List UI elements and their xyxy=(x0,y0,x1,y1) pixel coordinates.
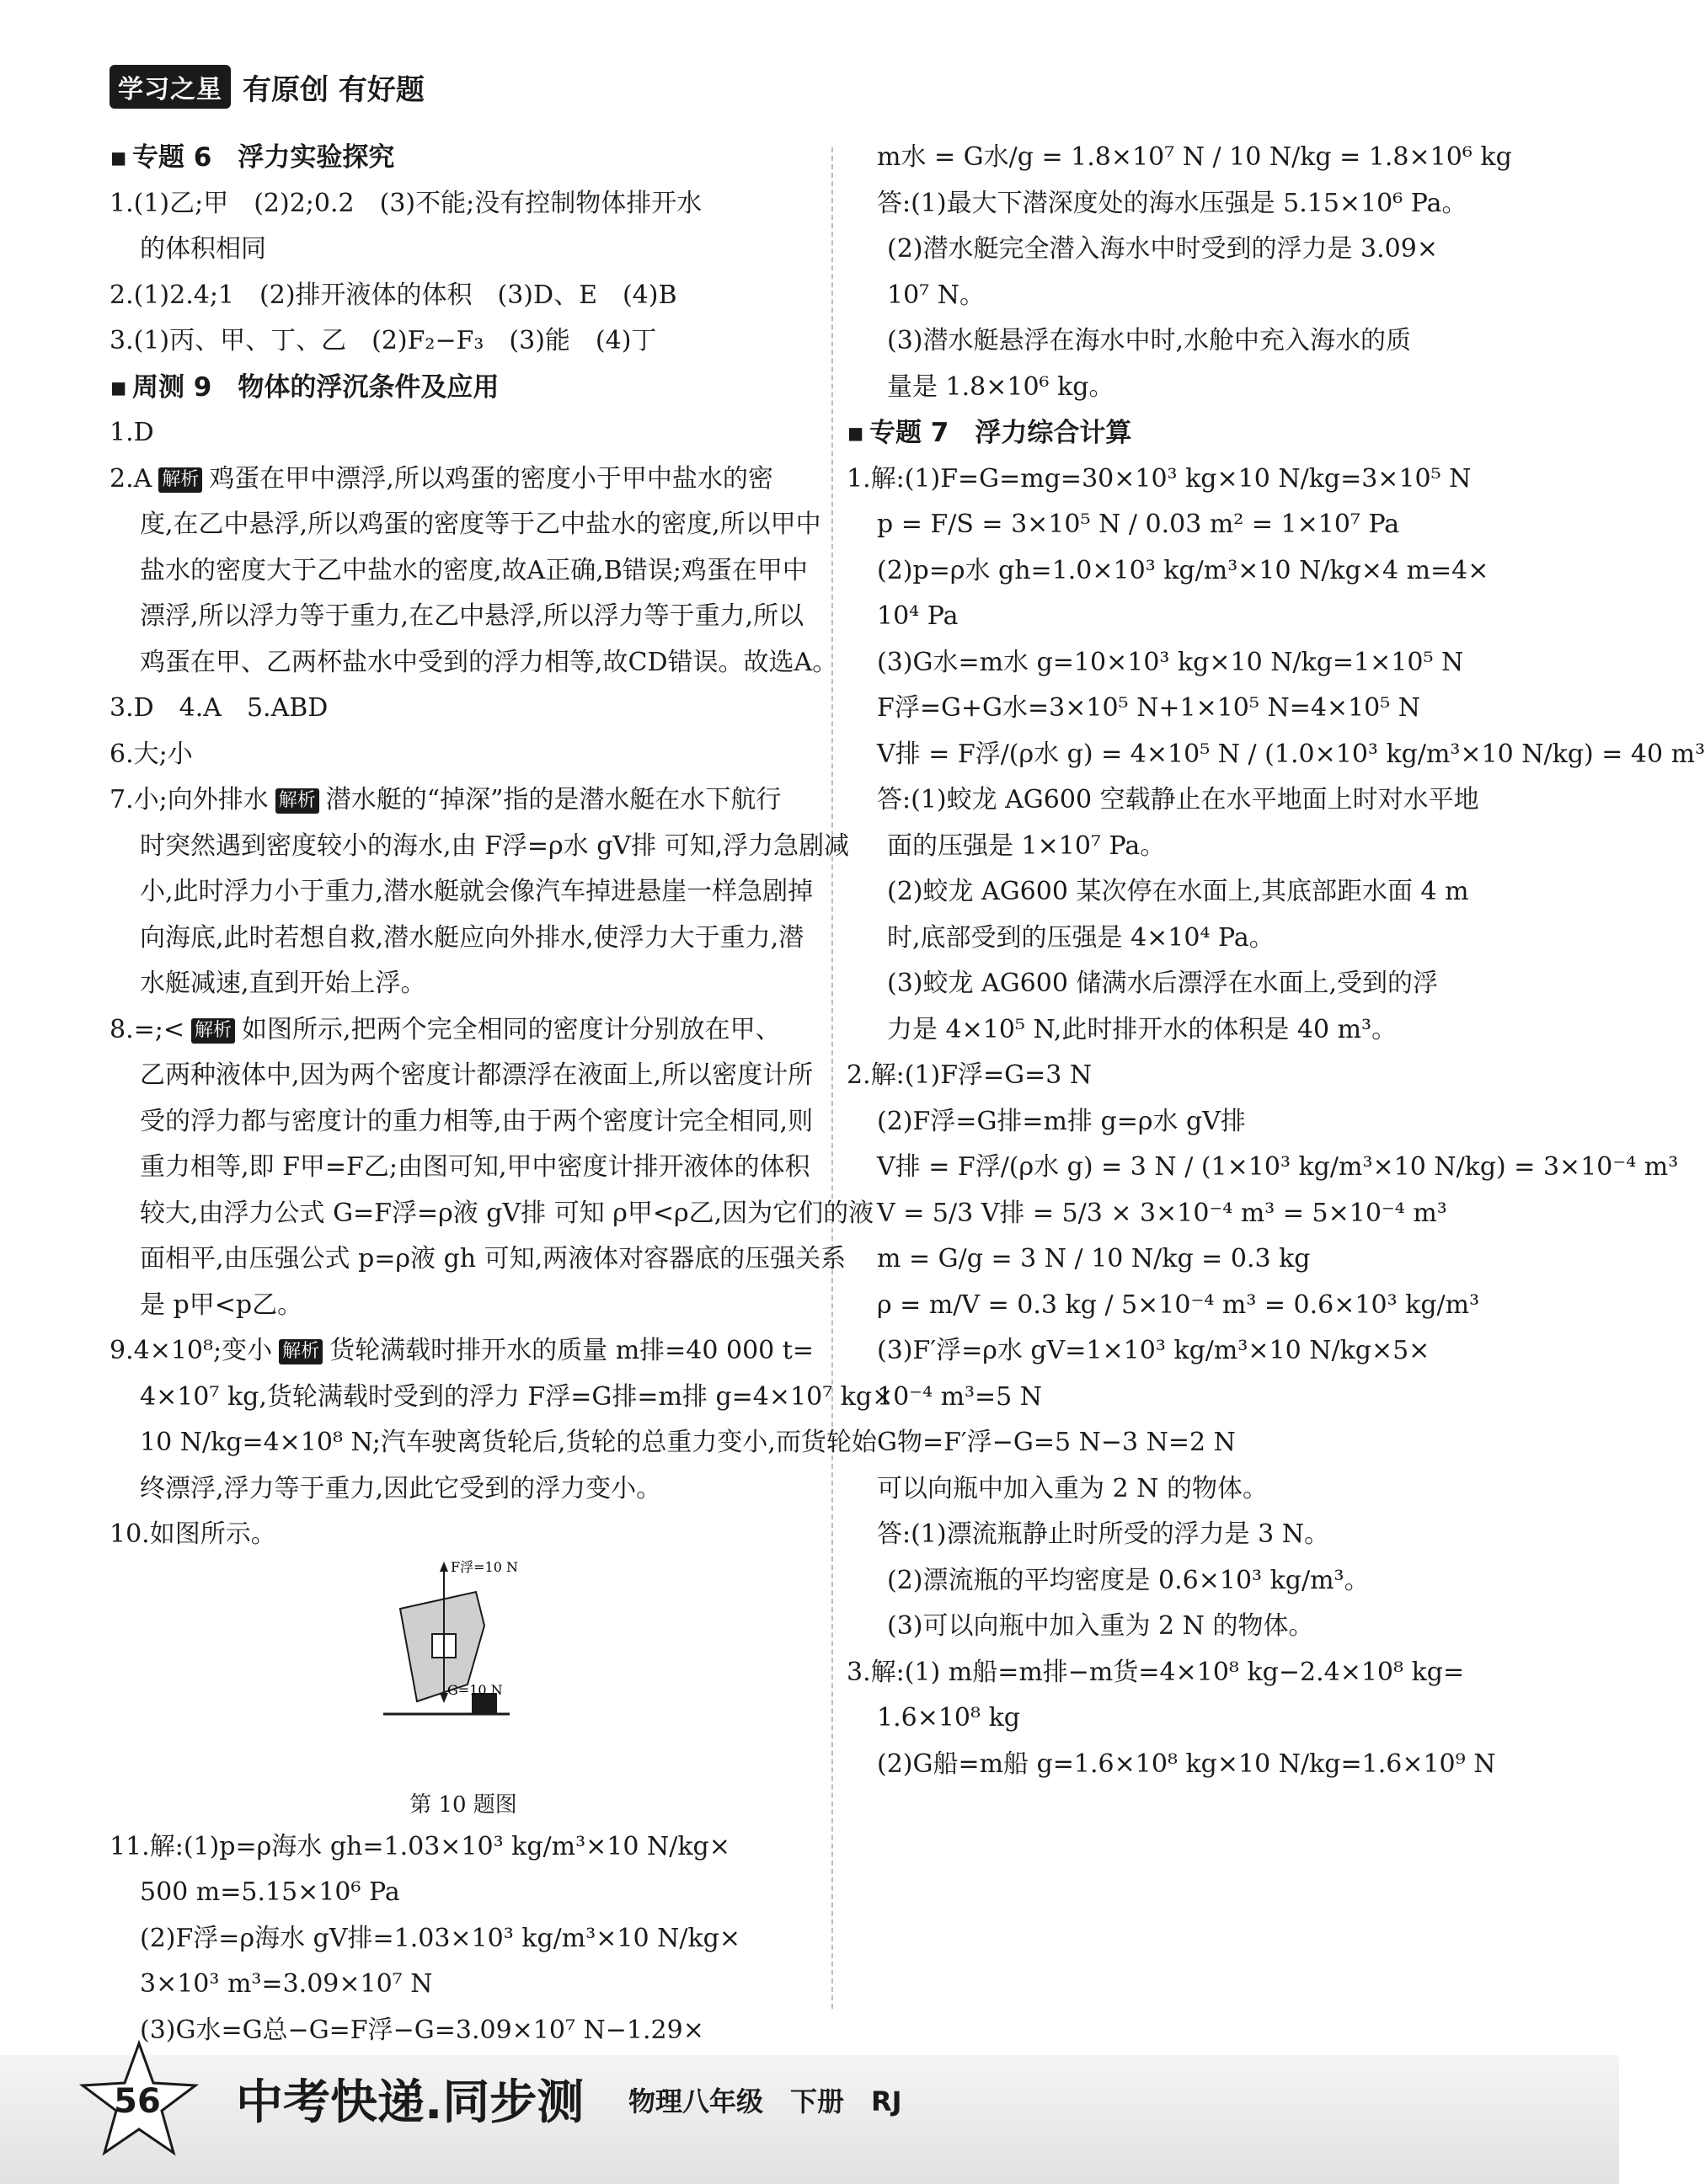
text-line: 8.=;< 解析 如图所示,把两个完全相同的密度计分别放在甲、 xyxy=(110,1014,781,1044)
text-line: 500 m=5.15×10⁶ Pa xyxy=(140,1877,400,1907)
footer-brand: 中考快递.同步测 xyxy=(236,2075,585,2130)
text-line: (3)可以向瓶中加入重为 2 N 的物体。 xyxy=(887,1611,1314,1641)
text-line: V排 = F浮/(ρ水 g) = 3 N / (1×10³ kg/m³×10 N/kg) = 3×10⁻⁴ m³ xyxy=(877,1152,1679,1182)
text-line: 力是 4×10⁵ N,此时排开水的体积是 40 m³。 xyxy=(887,1014,1398,1044)
text-line: 4×10⁷ kg,货轮满载时受到的浮力 F浮=G排=m排 g=4×10⁷ kg× xyxy=(140,1381,894,1412)
text-line: 2.解:(1)F浮=G=3 N xyxy=(847,1060,1093,1090)
page-number: 56 xyxy=(114,2082,161,2121)
footer-subject: 物理八年级 下册 RJ xyxy=(628,2085,902,2117)
text-line: (3)蛟龙 AG600 储满水后漂浮在水面上,受到的浮 xyxy=(887,969,1438,998)
text-line: 度,在乙中悬浮,所以鸡蛋的密度等于乙中盐水的密度,所以甲中 xyxy=(140,510,821,539)
text-line: 1.D xyxy=(110,418,154,447)
text-line: 9.4×10⁸;变小 解析 货轮满载时排开水的质量 m排=40 000 t= xyxy=(110,1336,814,1365)
text-line: 答:(1)漂流瓶静止时所受的浮力是 3 N。 xyxy=(877,1519,1330,1549)
text-line: 是 p甲<p乙。 xyxy=(140,1290,303,1320)
brand-logo: 学习之星 xyxy=(110,65,231,109)
text-line: (3)G水=G总−G=F浮−G=3.09×10⁷ N−1.29× xyxy=(140,2015,704,2045)
text-line: 10⁻⁴ m³=5 N xyxy=(877,1381,1043,1412)
text-line: (3)G水=m水 g=10×10³ kg×10 N/kg=1×10⁵ N xyxy=(877,647,1464,677)
text-line: 10.如图所示。 xyxy=(110,1519,276,1549)
header-slogan: 有原创 有好题 xyxy=(243,72,425,107)
text-line: 受的浮力都与密度计的重力相等,由于两个密度计完全相同,则 xyxy=(140,1106,814,1136)
figure-10 xyxy=(110,1558,817,1786)
text-line: 乙两种液体中,因为两个密度计都漂浮在液面上,所以密度计所 xyxy=(140,1060,814,1090)
text-line: (3)F′浮=ρ水 gV=1×10³ kg/m³×10 N/kg×5× xyxy=(877,1336,1430,1365)
text-line: m水 = G水/g = 1.8×10⁷ N / 10 N/kg = 1.8×10⁶ kg xyxy=(877,142,1512,172)
text-line: 1.6×10⁸ kg xyxy=(877,1703,1020,1733)
text-line: 重力相等,即 F甲=F乙;由图可知,甲中密度计排开液体的体积 xyxy=(140,1152,810,1182)
text-line: (2)漂流瓶的平均密度是 0.6×10³ kg/m³。 xyxy=(887,1565,1370,1595)
section-heading: ▪ 专题 7 浮力综合计算 xyxy=(847,410,1563,457)
text-line: 面的压强是 1×10⁷ Pa。 xyxy=(887,830,1166,861)
text-line: (3)潜水艇悬浮在海水中时,水舱中充入海水的质 xyxy=(887,326,1412,355)
text-line: 2.(1)2.4;1 (2)排开液体的体积 (3)D、E (4)B xyxy=(110,280,677,310)
text-line: 答:(1)最大下潜深度处的海水压强是 5.15×10⁶ Pa。 xyxy=(877,188,1467,218)
text-line: F浮=G+G水=3×10⁵ N+1×10⁵ N=4×10⁵ N xyxy=(877,693,1421,723)
text-line: 较大,由浮力公式 G=F浮=ρ液 gV排 可知 ρ甲<ρ乙,因为它们的液 xyxy=(140,1198,874,1228)
text-line: 3.D 4.A 5.ABD xyxy=(110,693,329,723)
text-line: 7.小;向外排水 解析 潜水艇的“掉深”指的是潜水艇在水下航行 xyxy=(110,785,782,814)
column-divider xyxy=(831,147,833,2009)
text-line: (2)G船=m船 g=1.6×10⁸ kg×10 N/kg=1.6×10⁹ N xyxy=(877,1749,1496,1779)
text-line: 量是 1.8×10⁶ kg。 xyxy=(887,371,1114,402)
text-line: 鸡蛋在甲、乙两杯盐水中受到的浮力相等,故CD错误。故选A。 xyxy=(140,647,838,677)
text-line: 3×10³ m³=3.09×10⁷ N xyxy=(140,1969,433,1999)
analysis-tag: 解析 xyxy=(275,788,319,814)
text-line: 的体积相同 xyxy=(140,234,266,264)
text-line: 3.解:(1) m船=m排−m货=4×10⁸ kg−2.4×10⁸ kg= xyxy=(847,1657,1465,1687)
text-line: m = G/g = 3 N / 10 N/kg = 0.3 kg xyxy=(877,1244,1311,1274)
buoyancy-diagram xyxy=(383,1558,569,1727)
text-line: (2)p=ρ水 gh=1.0×10³ kg/m³×10 N/kg×4 m=4× xyxy=(877,555,1489,585)
text-line: 漂浮,所以浮力等于重力,在乙中悬浮,所以浮力等于重力,所以 xyxy=(140,601,804,631)
analysis-tag: 解析 xyxy=(279,1339,323,1364)
text-line: 10⁴ Pa xyxy=(877,601,959,631)
text-line: 终漂浮,浮力等于重力,因此它受到的浮力变小。 xyxy=(140,1473,662,1503)
text-line: 可以向瓶中加入重为 2 N 的物体。 xyxy=(877,1473,1268,1503)
text-line: 10⁷ N。 xyxy=(887,280,985,310)
text-line: 2.A 解析 鸡蛋在甲中漂浮,所以鸡蛋的密度小于甲中盐水的密 xyxy=(110,463,773,494)
text-line: 1.(1)乙;甲 (2)2;0.2 (3)不能;没有控制物体排开水 xyxy=(110,188,703,218)
text-line: V排 = F浮/(ρ水 g) = 4×10⁵ N / (1.0×10³ kg/m³×10 N/kg) = 40 m³ xyxy=(877,739,1705,769)
text-line: 答:(1)蛟龙 AG600 空载静止在水平地面上时对水平地 xyxy=(877,785,1479,814)
text-line: (2)F浮=ρ海水 gV排=1.03×10³ kg/m³×10 N/kg× xyxy=(140,1923,740,1953)
text-line: 10 N/kg=4×10⁸ N;汽车驶离货轮后,货轮的总重力变小,而货轮始 xyxy=(140,1428,877,1457)
text-line: 1.解:(1)F=G=mg=30×10³ kg×10 N/kg=3×10⁵ N xyxy=(847,463,1472,494)
text-line: ρ = m/V = 0.3 kg / 5×10⁻⁴ m³ = 0.6×10³ kg/m³ xyxy=(877,1290,1480,1320)
text-line: 面相平,由压强公式 p=ρ液 gh 可知,两液体对容器底的压强关系 xyxy=(140,1244,847,1274)
text-line: (2)潜水艇完全潜入海水中时受到的浮力是 3.09× xyxy=(887,234,1438,264)
text-line: G物=F′浮−G=5 N−3 N=2 N xyxy=(877,1428,1236,1457)
text-line: 向海底,此时若想自救,潜水艇应向外排水,使浮力大于重力,潜 xyxy=(140,922,804,953)
left-column xyxy=(110,135,894,2145)
text-line: 时突然遇到密度较小的海水,由 F浮=ρ水 gV排 可知,浮力急剧减 xyxy=(140,830,850,861)
section-heading: ▪ 周测 9 物体的浮沉条件及应用 xyxy=(110,365,817,411)
text-line: 11.解:(1)p=ρ海水 gh=1.03×10³ kg/m³×10 N/kg× xyxy=(110,1831,730,1861)
analysis-tag: 解析 xyxy=(158,467,202,493)
text-line: (2)F浮=G排=m排 g=ρ水 gV排 xyxy=(877,1106,1246,1136)
analysis-tag: 解析 xyxy=(191,1018,235,1044)
right-column xyxy=(847,135,1705,1787)
figure-caption: 第 10 题图 xyxy=(409,1792,517,1818)
text-line: 3.(1)丙、甲、丁、乙 (2)F₂−F₃ (3)能 (4)丁 xyxy=(110,326,657,355)
page-header xyxy=(110,66,425,108)
g-label: G=10 N xyxy=(447,1681,503,1698)
text-line: 水艇减速,直到开始上浮。 xyxy=(140,969,426,998)
text-line: 盐水的密度大于乙中盐水的密度,故A正确,B错误;鸡蛋在甲中 xyxy=(140,555,808,585)
text-line: (2)蛟龙 AG600 某次停在水面上,其底部距水面 4 m xyxy=(887,877,1469,906)
text-line: V = 5/3 V排 = 5/3 × 3×10⁻⁴ m³ = 5×10⁻⁴ m³ xyxy=(877,1198,1447,1228)
text-line: 6.大;小 xyxy=(110,739,193,769)
text-line: 时,底部受到的压强是 4×10⁴ Pa。 xyxy=(887,922,1275,953)
f-label: F浮=10 N xyxy=(451,1558,518,1575)
section-heading: ▪ 专题 6 浮力实验探究 xyxy=(110,135,817,181)
text-line: 小,此时浮力小于重力,潜水艇就会像汽车掉进悬崖一样急剧掉 xyxy=(140,877,814,906)
text-line: p = F/S = 3×10⁵ N / 0.03 m² = 1×10⁷ Pa xyxy=(877,510,1400,539)
